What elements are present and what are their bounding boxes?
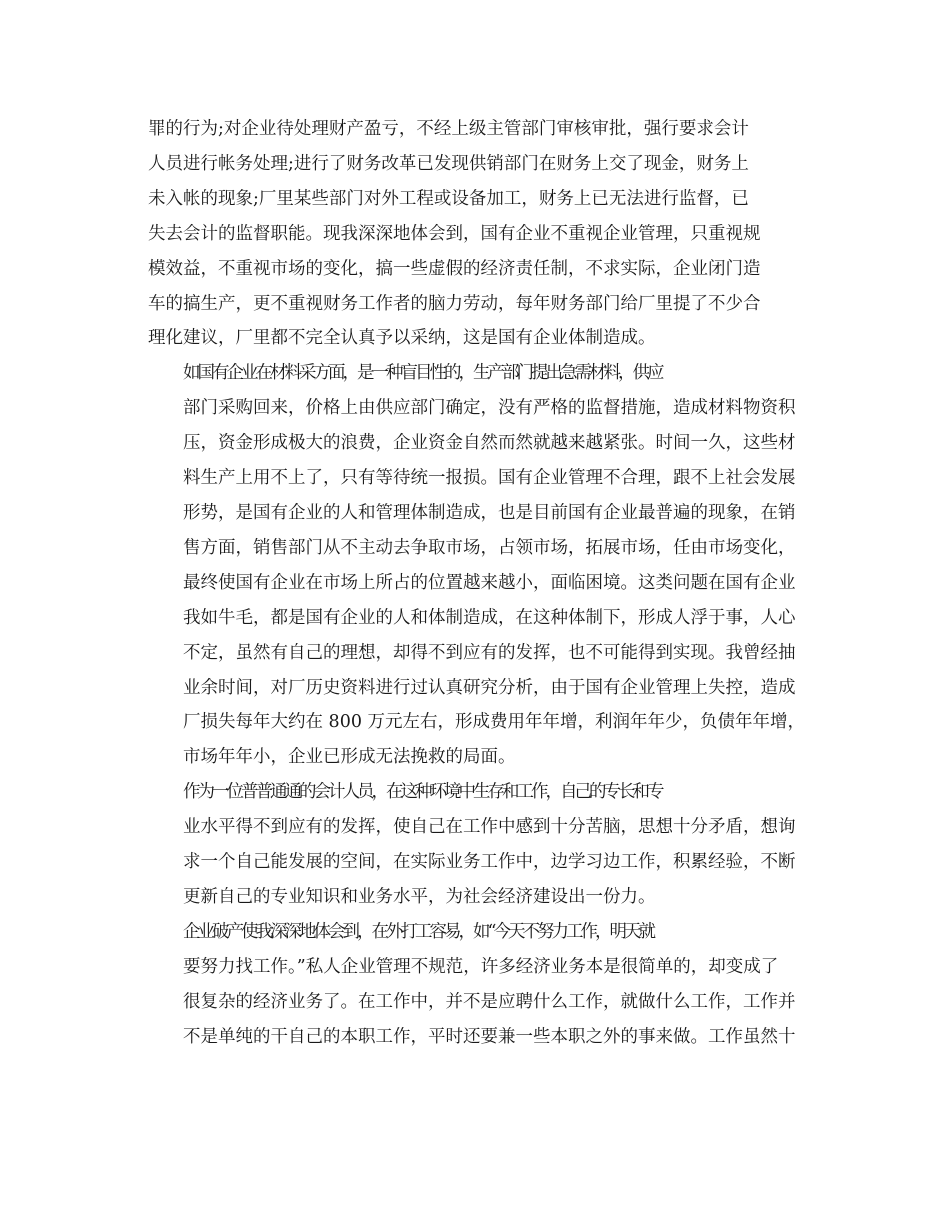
text-line: 最终使国有企业在市场上所占的位置越来越小，面临困境。这类问题在国有企业 <box>183 572 796 593</box>
paragraph-3 <box>148 775 808 915</box>
text-line: 模效益，不重视市场的变化，搞一些虚假的经济责任制，不求实际，企业闭门造 <box>148 258 761 279</box>
document-body <box>148 112 808 1054</box>
paragraph-4 <box>148 915 808 1055</box>
text-line: 我如牛毛，都是国有企业的人和体制造成，在这种体制下，形成人浮于事，人心 <box>183 607 796 628</box>
text-line: 要努力找工作。”私人企业管理不规范，许多经济业务本是很简单的，却变成了 <box>183 956 779 977</box>
text-line: 料生产上用不上了，只有等待统一报损。国有企业管理不合理，跟不上社会发展 <box>183 468 796 489</box>
text-line: 理化建议，厂里都不完全认真予以采纳，这是国有企业体制造成。 <box>148 328 656 349</box>
text-line: 形势，是国有企业的人和管理体制造成，也是目前国有企业最普遍的现象，在销 <box>183 502 796 523</box>
text-line: 更新自己的专业知识和业务水平，为社会经济建设出一份力。 <box>183 886 656 907</box>
text-line: 未入帐的现象;厂里某些部门对外工程或设备加工，财务上已无法进行监督，已 <box>148 188 749 209</box>
text-line: 业水平得不到应有的发挥，使自己在工作中感到十分苦脑，思想十分矛盾，想询 <box>183 817 796 838</box>
text-line: 人员进行帐务处理;进行了财务改革已发现供销部门在财务上交了现金，财务上 <box>148 153 749 174</box>
text-line: 企业破产使我深深地体会到，在外打工容易，如“今天不努力工作，明天就 <box>183 921 653 942</box>
text-line: 罪的行为;对企业待处理财产盈亏，不经上级主管部门审核审批，强行要求会计 <box>148 119 749 139</box>
text-line: 不定，虽然有自己的理想，却得不到应有的发挥，也不可能得到实现。我曾经抽 <box>183 642 796 663</box>
text-line: 车的搞生产，更不重视财务工作者的脑力劳动，每年财务部门给厂里提了不少合 <box>148 293 761 314</box>
text-line: 如国有企业在材料采方面，是一种盲目性的，生产部门提出急需材料，供应 <box>183 363 662 384</box>
text-line: 压，资金形成极大的浪费，企业资金自然而然就越来越紧张。时间一久，这些材 <box>183 433 796 454</box>
text-line: 不是单纯的干自己的本职工作，平时还要兼一些本职之外的事来做。工作虽然十 <box>183 1026 796 1047</box>
text-line: 业余时间，对厂历史资料进行过认真研究分析，由于国有企业管理上失控，造成 <box>183 677 796 698</box>
paragraph-1 <box>148 112 808 356</box>
text-line: 作为一位普普通通的会计人员，在这种环境中生存和工作，自己的专长和专 <box>183 782 662 803</box>
text-line: 厂损失每年大约在 800 万元左右，形成费用年年增，利润年年少，负债年年增， <box>183 712 806 733</box>
text-line: 很复杂的经济业务了。在工作中，并不是应聘什么工作，就做什么工作，工作并 <box>183 991 796 1012</box>
paragraph-2 <box>148 356 808 775</box>
text-line: 市场年年小，企业已形成无法挽救的局面。 <box>183 747 516 768</box>
text-line: 失去会计的监督职能。现我深深地体会到，国有企业不重视企业管理，只重视规 <box>148 223 761 244</box>
text-line: 求一个自己能发展的空间，在实际业务工作中，边学习边工作，积累经验，不断 <box>183 852 796 873</box>
text-line: 部门采购回来，价格上由供应部门确定，没有严格的监督措施，造成材料物资积 <box>183 398 796 419</box>
text-line: 售方面，销售部门从不主动去争取市场，占领市场，拓展市场，任由市场变化， <box>183 537 796 558</box>
